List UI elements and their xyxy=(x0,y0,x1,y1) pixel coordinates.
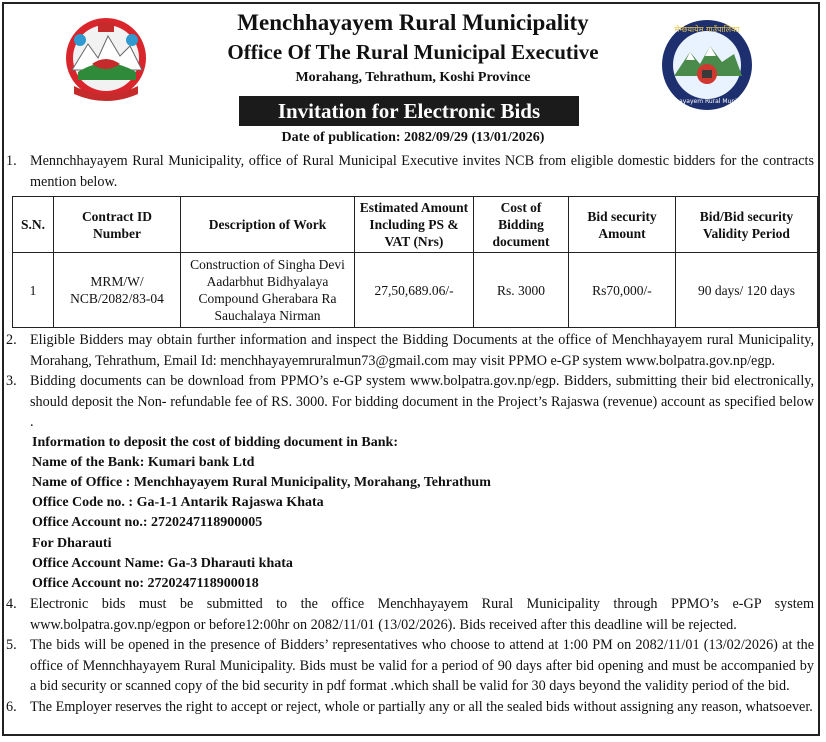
bank-account-no: Office Account no.: 2720247118900005 xyxy=(32,515,263,531)
header-bidding-cost: Cost of Bidding document xyxy=(474,197,569,253)
notice-body xyxy=(6,151,814,717)
clause-number: 5. xyxy=(6,637,17,654)
table-header-row xyxy=(13,197,818,253)
publication-date: Date of publication: 2082/09/29 (13/01/2026) xyxy=(281,130,545,145)
contracts-table xyxy=(12,196,818,328)
clause-6 xyxy=(6,697,814,718)
dharauti-heading: For Dharauti xyxy=(32,535,112,551)
cell-sn: 1 xyxy=(13,253,54,328)
clause-number: 4. xyxy=(6,596,17,613)
clause-3 xyxy=(6,371,814,433)
clause-text: Bidding documents can be download from PPMO’s e-GP system www.bolpatra.gov.np/egp. Bidders, submitting their bid electronically, should deposit the Non- refundable fee of RS. 3000. For bidding document in the Project’s Rajaswa (revenue) account as specified below . xyxy=(30,373,814,430)
municipality-name: Menchhayayem Rural Municipality xyxy=(237,10,589,35)
header-description: Description of Work xyxy=(181,197,355,253)
header-validity: Bid/Bid security Validity Period xyxy=(676,197,818,253)
notice-title: Invitation for Electronic Bids xyxy=(239,96,579,126)
office-address: Morahang, Tehrathum, Koshi Province xyxy=(295,70,531,85)
clause-text: Electronic bids must be submitted to the office Menchhayayem Rural Municipality through PPMO’s e-GP system www.bolpatra.gov.np/egpon or before12:00hr on 2082/11/01 (13/02/2026). Bids received after this deadline will be rejected. xyxy=(30,596,814,633)
clause-number: 1. xyxy=(6,153,17,169)
cell-validity: 90 days/ 120 days xyxy=(676,253,818,328)
header-estimated-amount: Estimated Amount Including PS & VAT (Nrs) xyxy=(355,197,474,253)
clause-number: 2. xyxy=(6,332,17,348)
office-name: Office Of The Rural Municipal Executive xyxy=(227,40,599,64)
cell-estimated-amount: 27,50,689.06/- xyxy=(355,253,474,328)
letterhead xyxy=(0,8,826,88)
bank-office-name: Name of Office : Menchhayayem Rural Municipality, Morahang, Tehrathum xyxy=(32,474,491,490)
cell-contract-id: MRM/W/ NCB/2082/83-04 xyxy=(54,253,181,328)
table-row xyxy=(13,253,818,328)
clause-number: 3. xyxy=(6,373,17,389)
header-sn: S.N. xyxy=(13,197,54,253)
clause-number: 6. xyxy=(6,698,17,715)
clause-text: The Employer reserves the right to accept or reject, whole or partially any or all the sealed bids without assigning any reason, whatsoever. xyxy=(30,698,813,715)
clause-1 xyxy=(6,151,814,192)
clause-text: Mennchhayayem Rural Municipality, office of Rural Municipal Executive invites NCB from eligible domestic bidders for the contracts mention below. xyxy=(30,153,814,190)
bank-info-heading: Information to deposit the cost of bidding document in Bank: xyxy=(32,434,398,450)
logo-top-text: मेन्छयायेम गाउँपालिका xyxy=(674,25,740,34)
bank-name: Name of the Bank: Kumari bank Ltd xyxy=(32,454,255,470)
clause-text: Eligible Bidders may obtain further information and inspect the Bidding Documents at the office of Menchhayayem rural Municipality, Morahang, Tehrathum, Email Id: menchhayayemruralmun73@gmail.com may visit PPMO e-GP system www.bolpatra.gov.np/egp. xyxy=(30,332,814,369)
clause-5 xyxy=(6,635,814,697)
logo-bottom-text: Menchhayayem Rural Municipality xyxy=(660,98,754,105)
clause-4 xyxy=(6,594,814,635)
cell-bid-security: Rs70,000/- xyxy=(569,253,676,328)
dharauti-account-no: Office Account no: 2720247118900018 xyxy=(32,575,259,591)
clause-2 xyxy=(6,330,814,371)
bank-details xyxy=(6,433,814,595)
cell-description: Construction of Singha Devi Aadarbhut Bidhyalaya Compound Gherabara Ra Sauchalaya Nirman xyxy=(181,253,355,328)
header-bid-security: Bid security Amount xyxy=(569,197,676,253)
clause-text: The bids will be opened in the presence of Bidders’ representatives who choose to attend at 1:00 PM on 2082/11/01 (13/02/2026) at the office of Mennchhayayem Rural Municipality. Bids must be valid for a period of 90 days after bid opening and must be accompanied by a bid security or scanned copy of the bid security in pdf format .which shall be valid for 30 days beyond the validity period of the bid. xyxy=(30,637,814,695)
dharauti-account-name: Office Account Name: Ga-3 Dharauti khata xyxy=(32,555,293,571)
bank-office-code: Office Code no. : Ga-1-1 Antarik Rajaswa Khata xyxy=(32,495,324,511)
cell-bidding-cost: Rs. 3000 xyxy=(474,253,569,328)
header-contract-id: Contract ID Number xyxy=(54,197,181,253)
